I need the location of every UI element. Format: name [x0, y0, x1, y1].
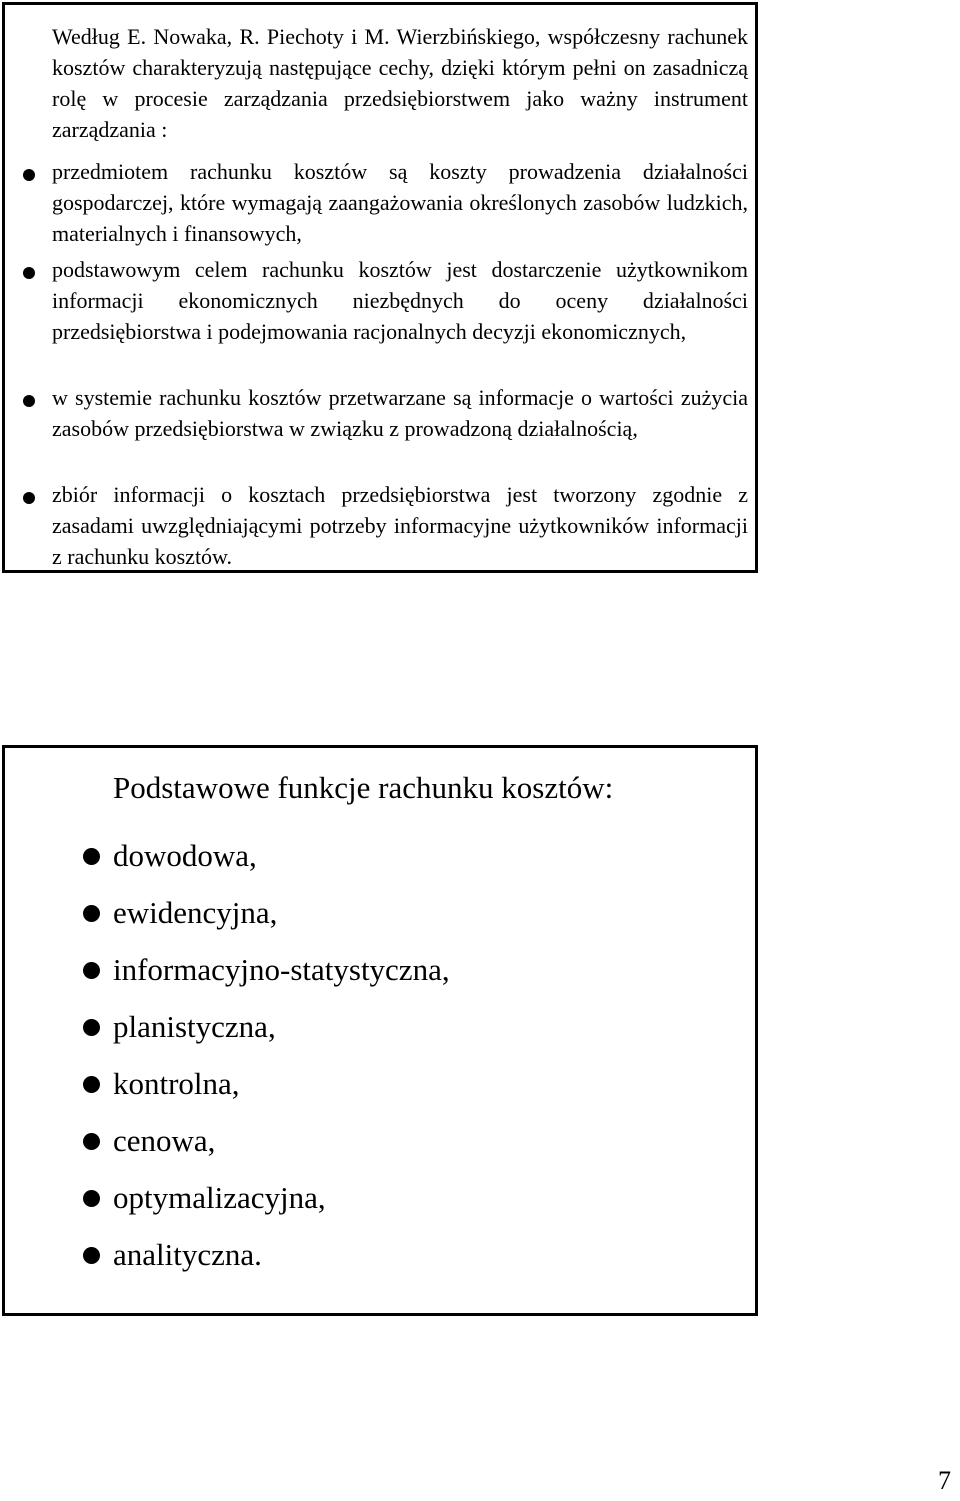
function-item-8: analityczna. — [113, 1237, 262, 1272]
page-number: 7 — [938, 1466, 951, 1495]
feature-bullet-4: zbiór informacji o kosztach przedsiębiorstwa jest tworzony zgodnie z zasadami uwzględniającymi potrzeby informacyjne użytkowników informacji z rachunku kosztów. — [52, 482, 748, 569]
function-item-7: optymalizacyjna, — [113, 1180, 326, 1215]
bullet-dot — [83, 962, 100, 979]
slide-cost-accounting-features — [2, 2, 758, 573]
bullet-dot — [83, 1247, 100, 1264]
function-item-1: dowodowa, — [113, 838, 257, 873]
bullet-dot — [23, 169, 35, 181]
feature-bullet-3: w systemie rachunku kosztów przetwarzane są informacje o wartości zużycia zasobów przedsiębiorstwa w związku z prowadzoną działalnością, — [52, 385, 748, 441]
bullet-dot — [83, 1019, 100, 1036]
bullet-dot — [83, 1133, 100, 1150]
function-item-5: kontrolna, — [113, 1066, 240, 1101]
bullet-dot — [83, 905, 100, 922]
bullet-dot — [23, 395, 35, 407]
feature-bullet-2: podstawowym celem rachunku kosztów jest dostarczenie użytkownikom informacji ekonomicznych niezbędnych do oceny działalności przedsiębiorstwa i podejmowania racjonalnych decyzji ekonomicznych, — [52, 257, 748, 344]
slide-cost-accounting-functions — [2, 745, 758, 1316]
function-item-3: informacyjno-statystyczna, — [113, 952, 450, 987]
bullet-dot — [83, 1190, 100, 1207]
intro-paragraph: Według E. Nowaka, R. Piechoty i M. Wierzbińskiego, współczesny rachunek kosztów charakteryzują następujące cechy, dzięki którym pełni on zasadniczą rolę w procesie zarządzania przedsiębiorstwem jako ważny instrument zarządzania : — [52, 24, 748, 142]
bullet-dot — [83, 1076, 100, 1093]
feature-bullet-1: przedmiotem rachunku kosztów są koszty prowadzenia działalności gospodarczej, które wymagają zaangażowania określonych zasobów ludzkich, materialnych i finansowych, — [52, 159, 748, 246]
bullet-dot — [83, 848, 100, 865]
function-item-4: planistyczna, — [113, 1009, 276, 1044]
functions-title: Podstawowe funkcje rachunku kosztów: — [113, 770, 614, 805]
function-item-2: ewidencyjna, — [113, 895, 278, 930]
bullet-dot — [23, 267, 35, 279]
function-item-6: cenowa, — [113, 1123, 216, 1158]
bullet-dot — [23, 492, 35, 504]
